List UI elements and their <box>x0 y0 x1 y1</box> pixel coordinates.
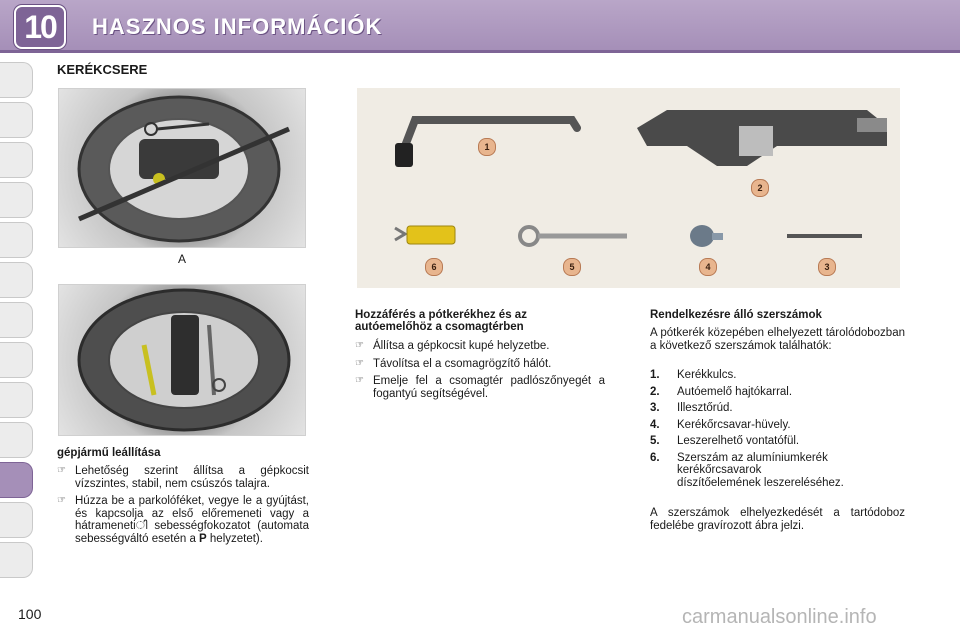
page-title: HASZNOS INFORMÁCIÓK <box>92 14 383 39</box>
list-item <box>650 419 895 432</box>
list-item <box>355 358 605 371</box>
access-steps <box>355 340 605 405</box>
tools-numbered-list <box>650 369 895 493</box>
list-item-number: 6. <box>650 451 660 464</box>
chapter-tab[interactable] <box>0 262 33 298</box>
tools-note: A szerszámok elhelyezkedését a tartódoboz fedelébe gravírozott ábra jelzi. <box>650 507 905 532</box>
list-item-text: Állítsa a gépkocsit kupé helyzetbe. <box>373 340 550 352</box>
chapter-tab-active[interactable] <box>0 462 33 498</box>
tool-number-badge: 6 <box>425 258 443 276</box>
list-item-text: Leszerelhető vontatófül. <box>677 435 800 447</box>
pointing-hand-icon: ☞ <box>57 465 66 476</box>
spare-wheel-photo-bottom <box>58 284 306 436</box>
list-item-text: Távolítsa el a csomagrögzítő hálót. <box>373 357 552 370</box>
chapter-tab[interactable] <box>0 142 33 178</box>
chapter-tab[interactable] <box>0 382 33 418</box>
chapter-tab[interactable] <box>0 102 33 138</box>
list-item-text: Emelje fel a csomagtér padlószőnyegét a fogantyú segítségével. <box>373 375 605 400</box>
list-item-text: Illesztőrúd. <box>677 402 733 414</box>
list-item <box>650 386 895 399</box>
list-item <box>650 435 895 448</box>
list-item-text: helyzetet). <box>206 532 263 545</box>
list-item-number: 3. <box>650 402 660 414</box>
list-item <box>650 402 895 415</box>
tool-number-badge: 4 <box>699 258 717 276</box>
chapter-tab[interactable] <box>0 182 33 218</box>
photo-label: A <box>178 252 187 266</box>
list-item-number: 2. <box>650 385 660 398</box>
chapter-tab[interactable] <box>0 502 33 538</box>
tool-number-badge: 1 <box>478 138 496 156</box>
list-item-text: Lehetőség szerint állítsa a gépkocsit vízszintes, stabil, nem csúszós talajra. <box>75 465 309 490</box>
chapter-tab[interactable] <box>0 422 33 458</box>
section-title: KERÉKCSERE <box>57 62 148 77</box>
chapter-tab[interactable] <box>0 542 33 578</box>
chapter-badge: 10 <box>14 5 66 49</box>
pointing-hand-icon: ☞ <box>57 495 66 506</box>
chapter-tab[interactable] <box>0 62 33 98</box>
pointing-hand-icon: ☞ <box>355 340 364 351</box>
spare-wheel-photo-top <box>58 88 306 248</box>
tool-number-badge: 2 <box>751 179 769 197</box>
list-item-text: Húzza be a parkolóféket, vegye le a gyújtást, és kapcsolja az első előremeneti vagy a hátramenetiി sebességfokozatot (automata sebességváltó esetén a <box>75 495 309 545</box>
list-item <box>355 340 605 353</box>
list-item <box>355 375 605 400</box>
list-item-text: Autóemelő hajtókarral. <box>677 385 793 398</box>
list-item-text: Kerékkulcs. <box>677 369 737 381</box>
chapter-tab[interactable] <box>0 342 33 378</box>
list-item <box>57 465 309 490</box>
page-number: 100 <box>18 606 42 622</box>
pointing-hand-icon: ☞ <box>355 357 364 369</box>
gear-position-p: P <box>199 532 207 545</box>
list-item <box>650 452 847 490</box>
tools-heading: Rendelkezésre álló szerszámok <box>650 309 822 321</box>
list-item <box>650 369 895 382</box>
chapter-tab[interactable] <box>0 302 33 338</box>
access-heading: Hozzáférés a pótkerékhez és az autóemelőhöz a csomagtérben <box>355 309 527 333</box>
list-item-number: 1. <box>650 369 660 381</box>
stop-steps <box>57 465 309 550</box>
chapter-tabs <box>0 62 34 582</box>
pointing-hand-icon: ☞ <box>355 375 364 386</box>
header-divider <box>0 50 960 53</box>
list-item-text: Kerékőrcsavar-hüvely. <box>677 418 791 431</box>
tool-number-badge: 3 <box>818 258 836 276</box>
watermark: carmanualsonline.info <box>682 606 877 628</box>
stop-heading: gépjármű leállítása <box>57 447 161 459</box>
list-item-text: Szerszám az alumíniumkerék kerékőrcsavarok díszítőelemének leszereléséhez. <box>677 451 844 489</box>
list-item-number: 5. <box>650 435 660 447</box>
chapter-tab[interactable] <box>0 222 33 258</box>
tool-number-badge: 5 <box>563 258 581 276</box>
list-item <box>57 495 309 545</box>
list-item-number: 4. <box>650 418 660 431</box>
tools-intro: A pótkerék közepében elhelyezett tárolódobozban a következő szerszámok találhatók: <box>650 327 905 352</box>
